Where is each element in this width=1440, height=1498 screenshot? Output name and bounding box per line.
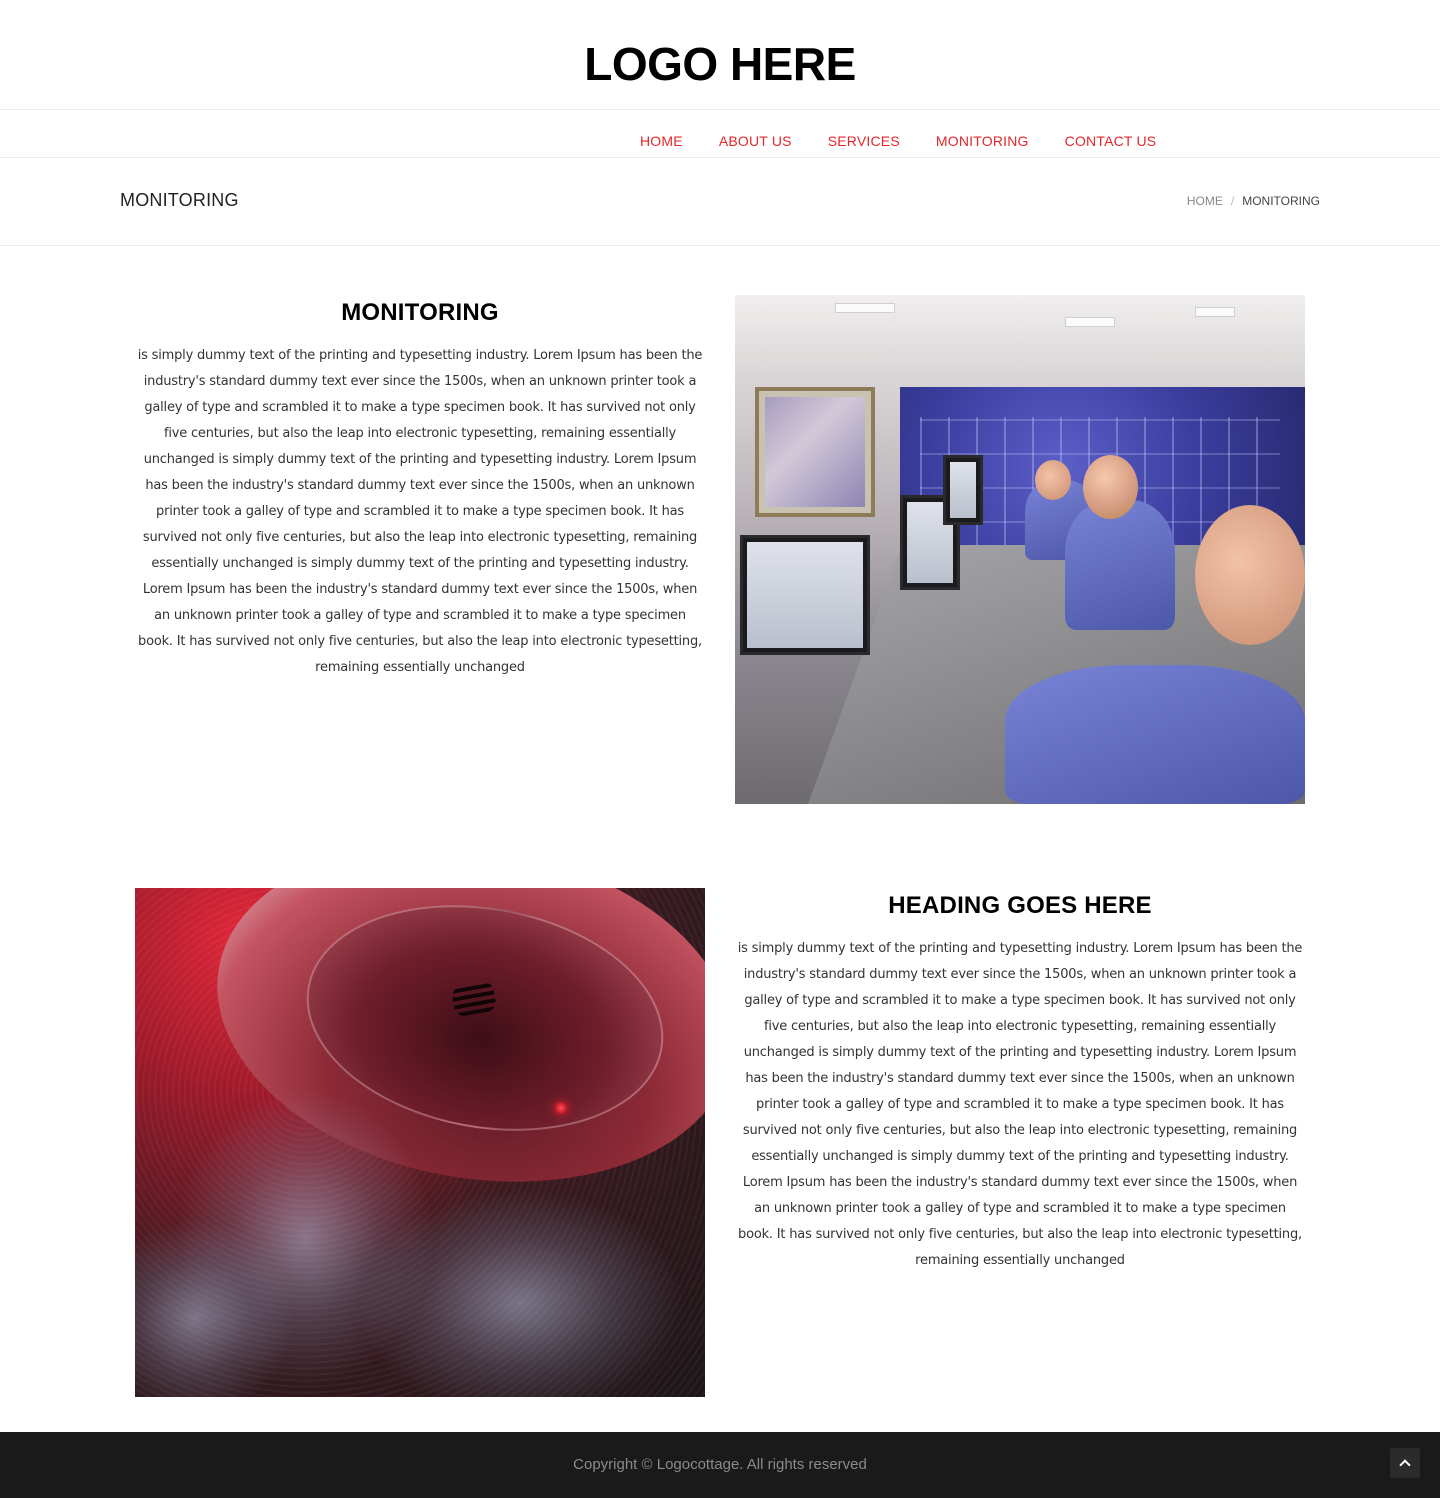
photo-operator [1065,500,1175,630]
alarm-monitoring-room-photo [735,295,1305,804]
breadcrumb-current: MONITORING [1242,194,1320,208]
photo-ceiling-light [1195,307,1235,317]
photo-operator-head [1083,455,1138,519]
section-heading: HEADING GOES HERE [888,892,1152,919]
section-text: is simply dummy text of the printing and typesetting industry. Lorem Ipsum has been the industry's standard dummy text ever since the 1500s, when an unknown printer took a galley of type and scrambled it to make a type specimen book. It has survived not only five centuries, but also the leap into electronic typesetting, remaining essentially unchanged is simply dummy text of the printing and typesetting industry. Lorem Ipsum has been the industry's standard dummy text ever since the 1500s, when an unknown printer took a galley of type and scrambled it to make a type specimen book. It has survived not only five centuries, but also the leap into electronic typesetting, remaining essentially unchanged is simply dummy text of the printing and typesetting industry. Lorem Ipsum has been the industry's standard dummy text ever since the 1500s, when an unknown printer took a galley of type and scrambled it to make a type specimen book. It has survived not only five centuries, but also the leap into electronic typesetting, remaining essentially unchanged [137,348,703,675]
photo-ceiling-light [835,303,895,313]
nav-items [622,110,1174,158]
chevron-up-icon [1399,1459,1410,1470]
breadcrumb-home-link[interactable]: HOME [1186,194,1223,208]
logo[interactable]: LOGO HERE [584,38,856,90]
section-text: is simply dummy text of the printing and typesetting industry. Lorem Ipsum has been the industry's standard dummy text ever since the 1500s, when an unknown printer took a galley of type and scrambled it to make a type specimen book. It has survived not only five centuries, but also the leap into electronic typesetting, remaining essentially unchanged is simply dummy text of the printing and typesetting industry. Lorem Ipsum has been the industry's standard dummy text ever since the 1500s, when an unknown printer took a galley of type and scrambled it to make a type specimen book. It has survived not only five centuries, but also the leap into electronic typesetting, remaining essentially unchanged is simply dummy text of the printing and typesetting industry. Lorem Ipsum has been the industry's standard dummy text ever since the 1500s, when an unknown printer took a galley of type and scrambled it to make a type specimen book. It has survived not only five centuries, but also the leap into electronic typesetting, remaining essentially unchanged [737,941,1303,1268]
nav-item-home[interactable]: HOME [640,133,683,149]
main-nav [0,110,1440,158]
breadcrumb-separator: / [1230,194,1235,208]
smoke-detector-photo [135,888,705,1397]
photo-video-wall [755,387,875,517]
nav-item-contact-us[interactable]: CONTACT US [1064,133,1157,149]
monitoring-section [135,295,705,681]
page-title: MONITORING [120,190,239,210]
footer [0,1432,1440,1498]
page-header [0,158,1440,246]
breadcrumb [1187,194,1320,208]
photo-monitor [943,455,983,525]
nav-item-about-us[interactable]: ABOUT US [718,133,792,149]
heading-section [735,888,1305,1274]
copyright-text: Copyright © Logocottage. All rights reserved [573,1456,867,1473]
nav-item-monitoring[interactable]: MONITORING [935,133,1029,149]
section-heading: MONITORING [341,299,499,326]
back-to-top-button[interactable] [1390,1448,1420,1478]
photo-detector-led [555,1102,567,1114]
photo-operator [1005,665,1305,804]
photo-operator-head [1035,460,1071,500]
photo-operator-head [1195,505,1305,645]
logo-bar [0,0,1440,110]
photo-ceiling-light [1065,317,1115,327]
photo-monitor [740,535,870,655]
nav-item-services[interactable]: SERVICES [827,133,900,149]
